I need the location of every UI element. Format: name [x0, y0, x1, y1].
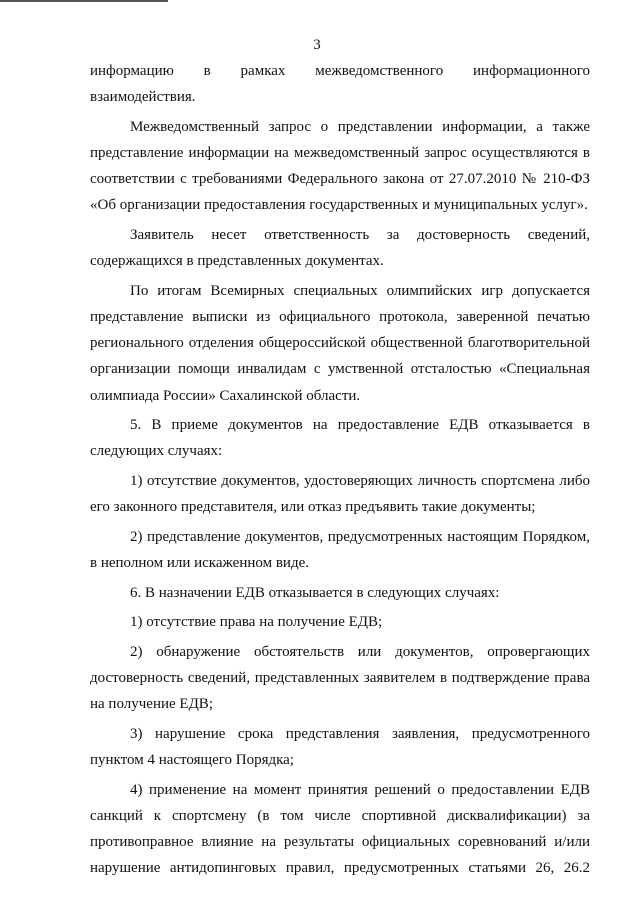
paragraph-special-olympics — [90, 278, 590, 409]
text-line: в неполном или искаженном виде. — [90, 555, 309, 571]
text-line: По итогам Всемирных специальных олимпийских игр допускается — [130, 282, 590, 299]
text-line: соответствии с требованиями Федерального закона от 27.07.2010 № 210-ФЗ — [90, 171, 590, 188]
text-line: Межведомственный запрос о представлении информации, а также — [130, 118, 590, 135]
text-line: нарушение антидопинговых правил, предусмотренных статьями 26, 26.2 — [90, 860, 590, 877]
text-line: на получение ЕДВ; — [90, 696, 213, 713]
text-line: 2) представление документов, предусмотренных настоящим Порядком, — [130, 528, 590, 545]
text-line: Заявитель несет ответственность за достоверность сведений, — [130, 227, 590, 243]
paragraph-clause-6-item-1 — [90, 609, 590, 635]
paragraph-continuation — [90, 58, 590, 110]
text-line: пунктом 4 настоящего Порядка; — [90, 751, 295, 768]
text-line: 4) применение на момент принятия решений о предоставлении ЕДВ — [130, 781, 590, 798]
text-line: 1) отсутствие права на получение ЕДВ; — [130, 614, 383, 631]
text-line: регионального отделения общероссийской общественной благотворительной — [90, 335, 590, 352]
text-line: противоправное влияние на результаты официальных соревнований и/или — [90, 833, 590, 850]
text-line: следующих случаях: — [90, 443, 223, 460]
page-number: 3 — [313, 37, 321, 53]
text-line: 3) нарушение срока представления заявления, предусмотренного — [130, 725, 590, 742]
paragraph-interagency-request — [90, 114, 590, 219]
text-line: 2) обнаружение обстоятельств или документов, опровергающих — [130, 643, 590, 660]
text-line: его законного представителя, или отказ предъявить такие документы; — [90, 499, 536, 516]
text-line: 1) отсутствие документов, удостоверяющих личность спортсмена либо — [130, 473, 590, 489]
text-line: взаимодействия. — [90, 89, 196, 106]
paragraph-clause-6-item-3 — [90, 721, 590, 773]
text-line: организации помощи инвалидам с умственной отсталостью «Специальная — [90, 361, 590, 378]
paragraph-clause-6-item-4 — [90, 777, 590, 882]
paragraph-clause-6-item-2 — [90, 639, 590, 718]
paragraph-clause-5 — [90, 412, 590, 464]
text-line: 6. В назначении ЕДВ отказывается в следующих случаях: — [130, 584, 500, 601]
text-line: представление выписки из официального протокола, заверенной печатью — [90, 309, 590, 325]
text-line: олимпиада России» Сахалинской области. — [90, 387, 361, 404]
text-line: «Об организации предоставления государственных и муниципальных услуг». — [90, 197, 588, 214]
text-line: достоверность сведений, представленных заявителем в подтверждение права — [90, 669, 590, 686]
scan-edge-line — [0, 0, 168, 2]
text-line: информацию в рамках межведомственного информационного — [90, 63, 590, 79]
paragraph-clause-6 — [90, 580, 590, 606]
paragraph-clause-5-item-1 — [90, 468, 590, 520]
text-line: 5. В приеме документов на предоставление ЕДВ отказывается в — [130, 417, 590, 434]
paragraph-clause-5-item-2 — [90, 524, 590, 576]
paragraph-applicant-responsibility — [90, 222, 590, 274]
text-line: содержащихся в представленных документах. — [90, 253, 384, 270]
text-line: представление информации на межведомственный запрос осуществляются в — [90, 145, 590, 161]
text-line: санкций к спортсмену (в том числе спортивной дисквалификации) за — [90, 807, 590, 824]
document-body — [90, 58, 590, 881]
